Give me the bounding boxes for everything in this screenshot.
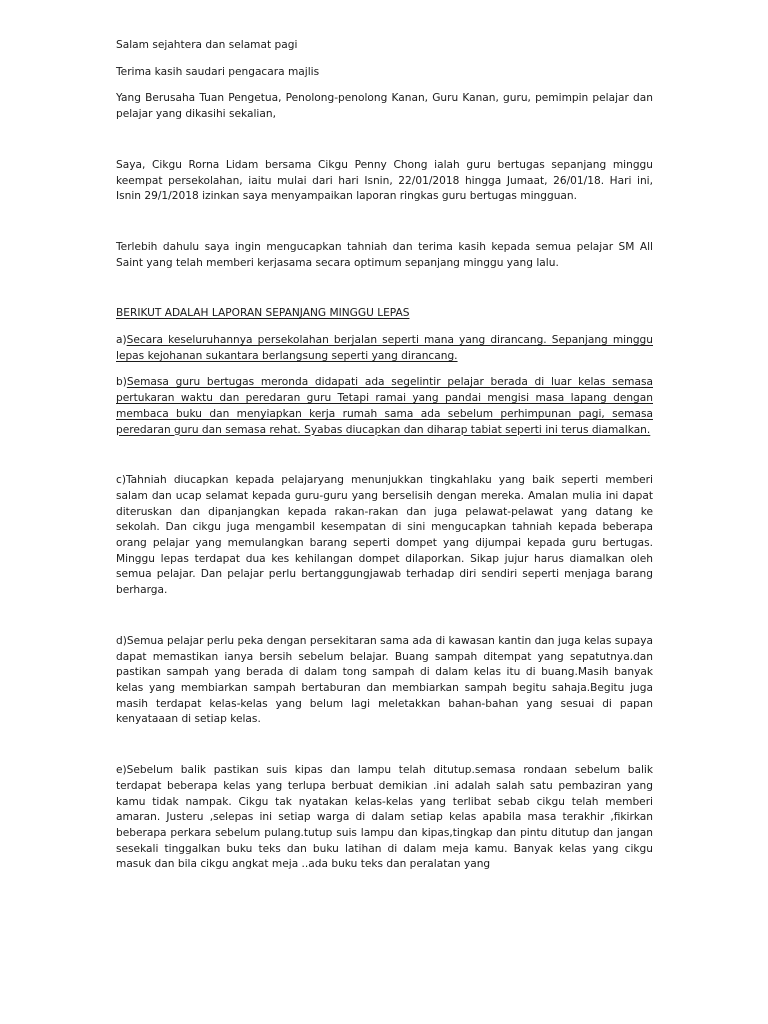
report-heading: BERIKUT ADALAH LAPORAN SEPANJANG MINGGU LEPAS bbox=[116, 307, 410, 320]
greeting-line: Salam sejahtera dan selamat pagi bbox=[116, 39, 298, 51]
report-item-a bbox=[116, 333, 653, 364]
thanks-emcee-line: Terima kasih saudari pengacara majlis bbox=[116, 65, 320, 78]
report-item-e: e)Sebelum balik pastikan suis kipas dan lampu telah ditutup.semasa rondaan sebelum balik terdapat beberapa kelas yang terlupa berbuat demikian .ini adalah salah satu pembaziran yang kamu tidak nampak. Cikgu tak nyatakan kelas-kelas yang terlibat sebab cikgu telah memberi amaran. Justeru ,selepas ini setiap warga di dalam setiap kelas apabila masa terakhir ,fikirkan beberapa perkara sebelum pulang.tutup suis lampu dan kipas,tingkap dan pintu ditutup dan jangan sesekali tinggalkan buku teks dan buku latihan di dalam meja kamu. Banyak kelas yang cikgu masuk dan bila cikgu angkat meja ..ada buku teks dan peralatan yang bbox=[116, 764, 653, 871]
report-item-b bbox=[116, 375, 653, 438]
item-b-label: b) bbox=[116, 376, 127, 389]
salutation-paragraph: Yang Berusaha Tuan Pengetua, Penolong-penolong Kanan, Guru Kanan, guru, pemimpin pelajar dan pelajar yang dikasihi sekalian, bbox=[116, 92, 653, 121]
report-item-d: d)Semua pelajar perlu peka dengan persekitaran sama ada di kawasan kantin dan juga kelas supaya dapat memastikan ianya bersih sebelum belajar. Buang sampah ditempat yang sepatutnya.dan pastikan sampah yang berada di dalam tong sampah di dalam kelas itu di buang.Masih banyak kelas yang membiarkan sampah bertaburan dan membiarkan sampah begitu sahaja.Begitu juga masih terdapat kelas-kelas yang belum lagi meletakkan bahan-bahan yang sesuai di papan kenyataaan di setiap kelas. bbox=[116, 634, 653, 726]
document-page bbox=[116, 38, 653, 873]
intro-paragraph: Saya, Cikgu Rorna Lidam bersama Cikgu Penny Chong ialah guru bertugas sepanjang minggu keempat persekolahan, iaitu mulai dari hari Isnin, 22/01/2018 hingga Jumaat, 26/01/18. Hari ini, Isnin 29/1/2018 izinkan saya menyampaikan laporan ringkas guru bertugas mingguan. bbox=[116, 158, 653, 203]
congrats-paragraph: Terlebih dahulu saya ingin mengucapkan tahniah dan terima kasih kepada semua pelajar SM All Saint yang telah memberi kerjasama secara optimum sepanjang minggu yang lalu. bbox=[116, 240, 653, 269]
item-a-text: Secara keseluruhannya persekolahan berjalan seperti mana yang dirancang. Sepanjang minggu lepas kejohanan sukantara berlangsung seperti yang dirancang. bbox=[116, 334, 653, 362]
item-b-text: Semasa guru bertugas meronda didapati ada segelintir pelajar berada di luar kelas semasa pertukaran waktu dan peredaran guru Tetapi ramai yang pandai mengisi masa lapang dengan membaca buku dan menyiapkan kerja rumah sama ada sebelum perhimpunan pagi, semasa peredaran guru dan semasa rehat. Syabas diucapkan dan diharap tabiat seperti ini terus diamalkan. bbox=[116, 376, 653, 436]
item-a-label: a) bbox=[116, 334, 127, 347]
report-item-c: c)Tahniah diucapkan kepada pelajaryang menunjukkan tingkahlaku yang baik seperti memberi salam dan ucap selamat kepada guru-guru yang berselisih dengan mereka. Amalan mulia ini dapat diteruskan dan dipanjangkan kepada rakan-rakan dan juga pelawat-pelawat yang datang ke sekolah. Dan cikgu juga mengambil kesempatan di sini mengucapkan tahniah kepada beberapa orang pelajar yang memulangkan barang seperti dompet yang dijumpai kepada guru bertugas. Minggu lepas terdapat dua kes kehilangan dompet dilaporkan. Sikap jujur harus diamalkan oleh semua pelajar. Dan pelajar perlu bertanggungjawab terhadap diri sendiri seperti menjaga barang berharga. bbox=[116, 474, 653, 597]
